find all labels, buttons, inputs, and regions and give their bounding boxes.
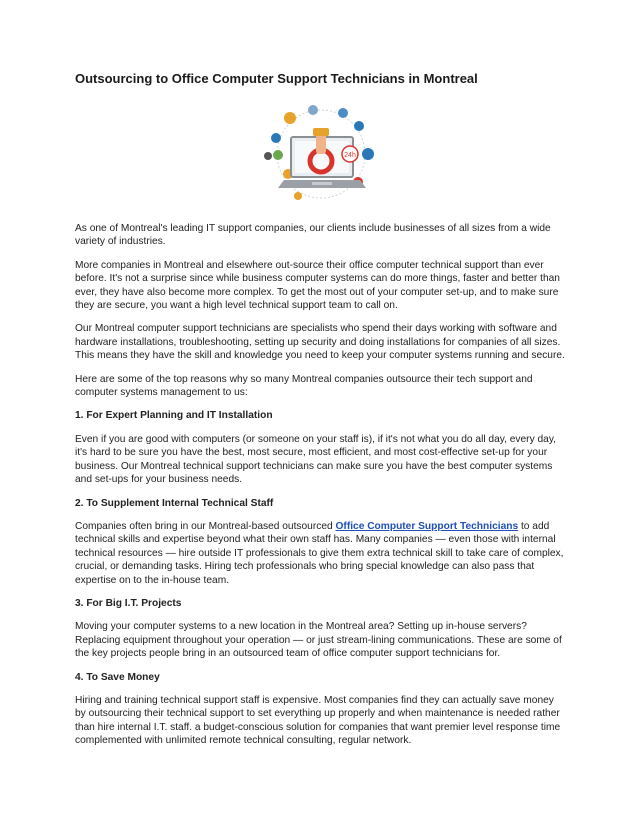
section-heading-4: 4. To Save Money <box>75 671 160 683</box>
page-title: Outsourcing to Office Computer Support Technicians in Montreal <box>75 71 478 86</box>
svg-text:24h: 24h <box>344 152 356 159</box>
section-text-1: Even if you are good with computers (or someone on your staff is), if it's not what you do all day, every day, it's hard to be sure you have the best, most secure, most efficient, and most cost-effective set-up for your business. Our Montreal technical support technicians can make sure you have the best computer systems and set-ups for your business needs. <box>75 433 556 486</box>
office-support-link[interactable]: Office Computer Support Technicians <box>335 520 519 532</box>
intro-paragraph-4: Here are some of the top reasons why so many Montreal companies outsource their tech support and computer systems management to us: <box>75 373 533 399</box>
section-heading-3: 3. For Big I.T. Projects <box>75 597 182 609</box>
question-icon <box>354 121 364 131</box>
intro-paragraph-1: As one of Montreal's leading IT support companies, our clients include businesses of all sizes from a wide variety of industries. <box>75 223 551 248</box>
section-text-3: Moving your computer systems to a new location in the Montreal area? Setting up in-house servers? Replacing equipment throughout your operation — or just stream-lining communications. These are some of the key projects people bring in an outsourced team of office computer support technicians for. <box>75 621 562 660</box>
user-icon <box>308 105 318 115</box>
laptop-support-icon <box>258 104 384 210</box>
article-body <box>75 222 567 758</box>
intro-paragraph-3: Our Montreal computer support technicians are specialists who spend their days working with software and hardware installations, troubleshooting, setting up security and doing installations for companies of all sizes. This means they have the skill and knowledge you need to keep your computer systems running and secure. <box>75 323 565 362</box>
cog-icon <box>271 133 281 143</box>
gear-icon <box>338 108 348 118</box>
tools-icon <box>264 152 272 160</box>
section-heading-1: 1. For Expert Planning and IT Installation <box>75 410 273 422</box>
section-heading-2: 2. To Supplement Internal Technical Staff <box>75 497 274 509</box>
lightbulb-icon <box>284 112 296 124</box>
intro-paragraph-2: More companies in Montreal and elsewhere out-source their office computer technical support than ever before. It's not a surprise since while business computer systems can do more things, faster and better than ever, they have also become more complex. To get the most out of your computer set-up, and to make sure they are secure, you want a high level technical support team to call on. <box>75 259 560 312</box>
section-text-4: Hiring and training technical support staff is expensive. Most companies find they can actually save money by outsourcing their technical support to set everything up properly and when maintenance is needed rather than hire internal I.T. staff. a budget-conscious solution for companies that want premier level response time complemented with unlimited remote technical consulting, regular network. <box>75 694 561 747</box>
section-text-2: Companies often bring in our Montreal-based outsourced Office Computer Support Technicians to add technical skills and expertise beyond what their own staff has. Many companies — even those with internal technical resources — hire outside IT professionals to give them extra technical skill to take care of complex, crucial, or demanding tasks. Hiring tech professionals who bring special knowledge can also pass that expertise on to the in-house team. <box>75 520 564 586</box>
bulb-small-icon <box>294 192 302 200</box>
phone-icon <box>362 148 374 160</box>
check-icon <box>273 150 283 160</box>
